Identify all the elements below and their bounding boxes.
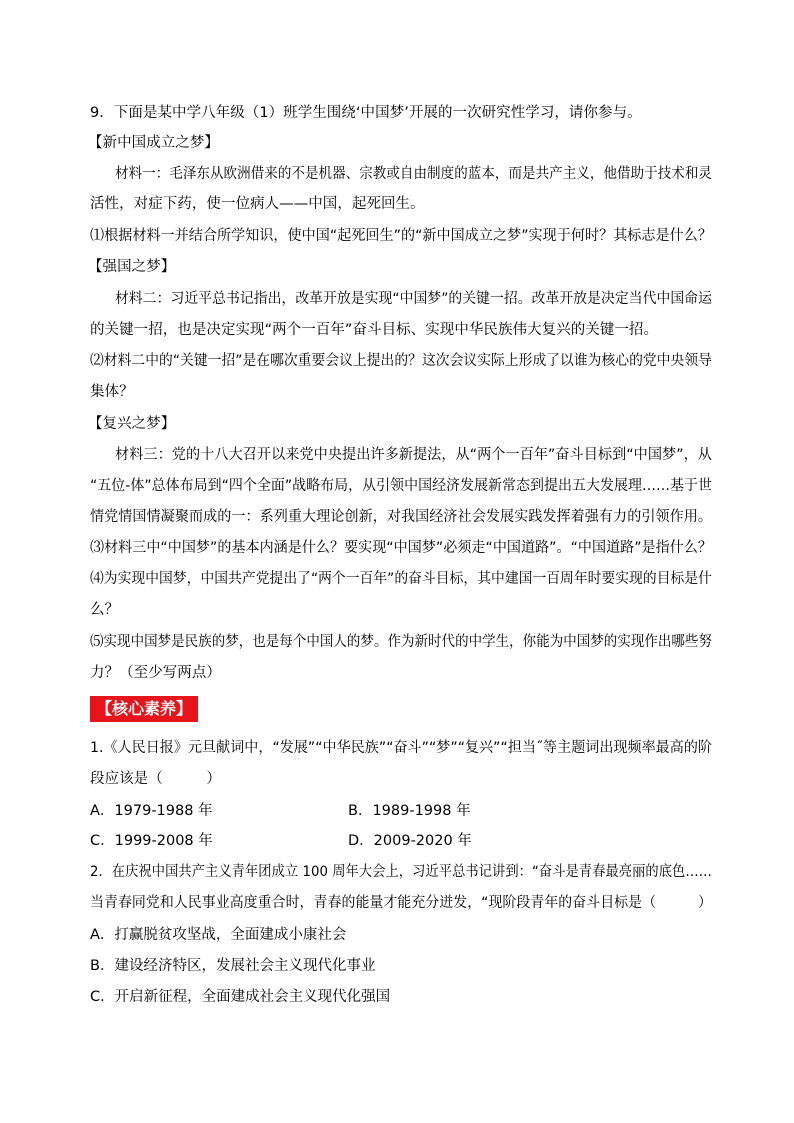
core-q1-option-a: A．1979-1988 年 [90,803,213,819]
core-question-2-line1: 2．在庆祝中国共产主义青年团成立 100 周年大会上，习近平总书记讲到：“奋斗是青春最亮丽的底色…… [90,864,713,880]
q9-intro: 9．下面是某中学八年级（1）班学生围绕‘中国梦’开展的一次研究性学习，请你参与。 [90,105,642,121]
core-q1-option-b: B．1989-1998 年 [348,803,471,819]
question-1: ⑴根据材料一并结合所学知识，使中国“起死回生”的“新中国成立之梦”实现于何时？其标志是什么？ [90,228,712,244]
core-question-1-line2: 段应该是（ ） [90,771,221,787]
material-one-line1: 材料一：毛泽东从欧洲借来的不是机器、宗教或自由制度的蓝本，而是共产主义，他借助于技术和灵 [115,166,712,182]
core-question-1-line1: 1.《人民日报》元旦献词中，“发展”“中华民族”“奋斗”“梦”“复兴”“担当˝等主题词出现频率最高的阶 [90,740,713,756]
core-q1-option-c: C．1999-2008 年 [90,833,213,849]
section-heading-new-china: 【新中国成立之梦】 [88,135,219,151]
question-5-line1: ⑸实现中国梦是民族的梦，也是每个中国人的梦。作为新时代的中学生，你能为中国梦的实现作出哪些努 [90,634,712,650]
material-one-line2: 活性，对症下药，使一位病人——中国，起死回生。 [90,196,425,212]
question-5-line2: 力？（至少写两点） [90,665,221,681]
section-heading-strong-nation: 【强国之梦】 [88,259,176,275]
core-q2-option-b: B．建设经济特区，发展社会主义现代化事业 [90,958,376,974]
question-2-line2: 集体？ [90,384,134,400]
section-heading-revival: 【复兴之梦】 [88,416,176,432]
question-4-line1: ⑷为实现中国梦，中国共产党提出了“两个一百年”的奋斗目标，其中建国一百周年时要实现的目标是什 [90,571,712,587]
material-three-line1: 材料三：党的十八大召开以来党中央提出许多新提法，从“两个一百年”奋斗目标到“中国梦”，从 [115,447,713,463]
material-two-line2: 的关键一招，也是决定实现“两个一百年”奋斗目标、实现中华民族伟大复兴的关键一招。 [90,322,659,338]
core-q1-option-d: D．2009-2020 年 [348,833,472,849]
question-3: ⑶材料三中“中国梦”的基本内涵是什么？要实现“中国梦”必须走“中国道路”。“中国道路”是指什么？ [90,540,713,556]
question-2-line1: ⑵材料二中的“关键一招”是在哪次重要会议上提出的？这次会议实际上形成了以谁为核心的党中央领导 [90,353,712,369]
material-three-line2: “五位-体”总体布局到“四个全面”战略布局，从引领中国经济发展新常态到提出五大发展理……基于世 [90,478,713,494]
core-question-2-line2: 当青春同党和人民事业高度重合时，青春的能量才能充分迸发，“现阶段青年的奋斗目标是（ ） [90,895,712,911]
question-4-line2: 么？ [90,602,120,618]
core-q2-option-a: A．打赢脱贫攻坚战，全面建成小康社会 [90,927,347,943]
material-two-line1: 材料二：习近平总书记指出，改革开放是实现“中国梦”的关键一招。改革开放是决定当代中国命运 [115,291,712,307]
core-q2-option-c: C．开启新征程，全面建成社会主义现代化强国 [90,989,391,1005]
core-literacy-badge: 【核心素养】 [90,696,198,722]
material-three-line3: 情党情国情凝聚而成的一：系列重大理论创新，对我国经济社会发展实践发挥着强有力的引领作用。 [90,509,713,525]
